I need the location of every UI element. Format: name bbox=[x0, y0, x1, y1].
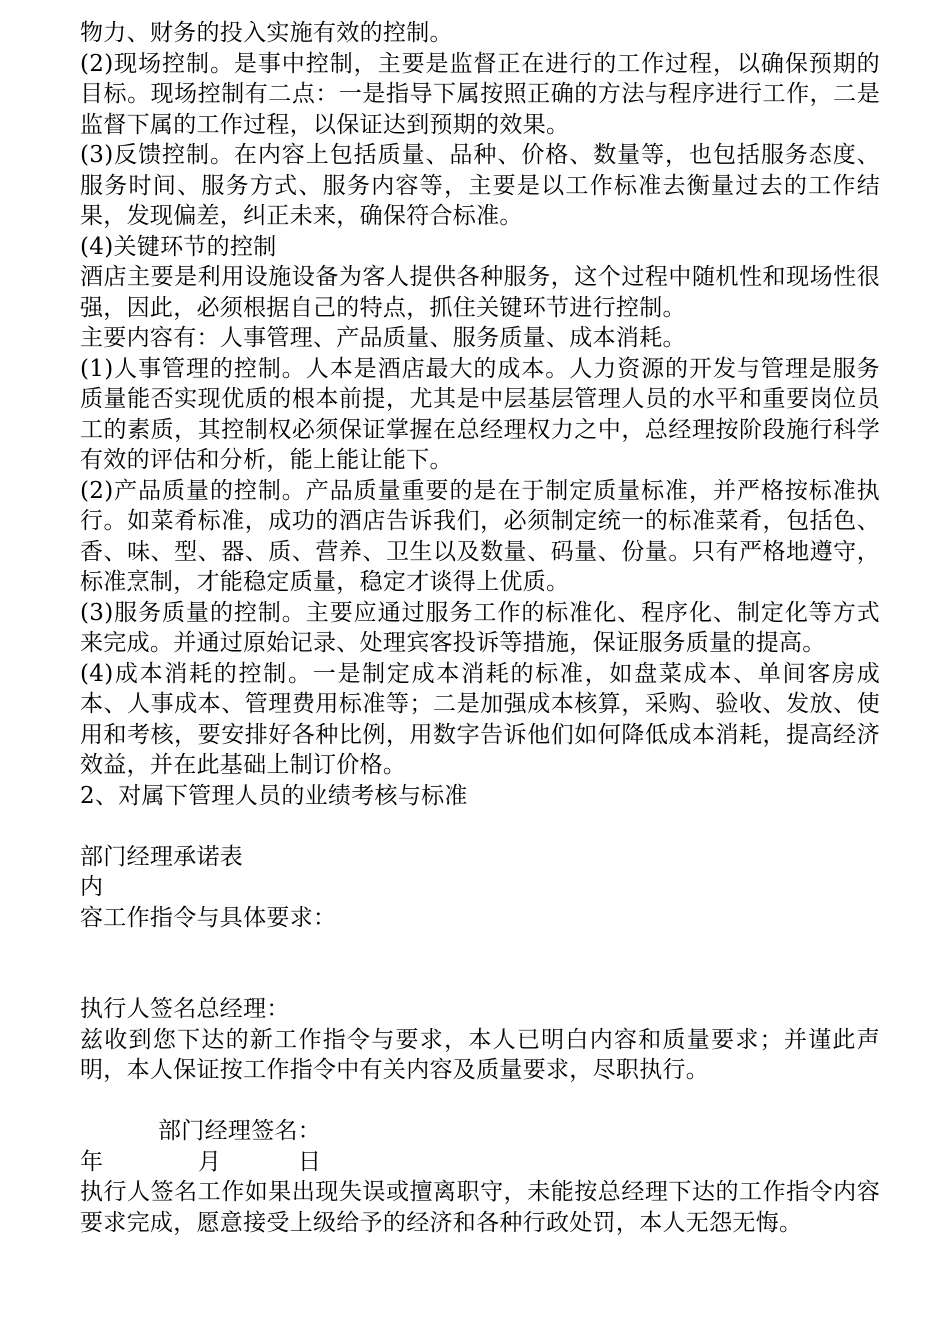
form-title: 部门经理承诺表 bbox=[80, 843, 244, 870]
paragraph: (2)现场控制。是事中控制，主要是监督正在进行的工作过程，以确保预期的目标。现场控制有二点：一是指导下属按照正确的方法与程序进行工作，二是监督下属的工作过程，以保证达到预期的效果。 bbox=[80, 50, 880, 138]
document-page bbox=[80, 18, 880, 1238]
form-label: 内 bbox=[80, 874, 104, 900]
paragraph: 主要内容有：人事管理、产品质量、服务质量、成本消耗。 bbox=[80, 325, 686, 351]
paragraph: 物力、财务的投入实施有效的控制。 bbox=[80, 20, 453, 46]
date-day: 日 bbox=[298, 1148, 322, 1175]
paragraph: (2)产品质量的控制。产品质量重要的是在于制定质量标准，并严格按标准执行。如菜肴标准，成功的酒店告诉我们，必须制定统一的标准菜肴，包括色、香、味、型、器、质、营养、卫生以及数量、码量、份量。只有严格地遵守，标准烹制，才能稳定质量，稳定才谈得上优质。 bbox=[80, 477, 880, 595]
blank-line bbox=[80, 933, 880, 994]
paragraph: 执行人签名工作如果出现失误或擅离职守，未能按总经理下达的工作指令内容要求完成，愿意接受上级给予的经济和各种行政处罚，本人无怨无悔。 bbox=[80, 1179, 880, 1236]
signature-label: 部门经理签名： bbox=[158, 1118, 322, 1144]
date-line bbox=[80, 1147, 880, 1178]
form-label: 容工作指令与具体要求： bbox=[80, 904, 337, 931]
blank-line bbox=[80, 811, 880, 842]
paragraph: 兹收到您下达的新工作指令与要求，本人已明白内容和质量要求；并谨此声明，本人保证按工作指令中有关内容及质量要求，尽职执行。 bbox=[80, 1026, 880, 1083]
paragraph: 酒店主要是利用设施设备为客人提供各种服务，这个过程中随机性和现场性很强，因此，必须根据自己的特点，抓住关键环节进行控制。 bbox=[80, 264, 880, 321]
date-month: 月 bbox=[198, 1148, 222, 1175]
signature-label: 执行人签名总经理： bbox=[80, 996, 290, 1022]
section-heading: 2、对属下管理人员的业绩考核与标准 bbox=[80, 782, 468, 809]
paragraph: (4)成本消耗的控制。一是制定成本消耗的标准，如盘菜成本、单间客房成本、人事成本、管理费用标准等；二是加强成本核算，采购、验收、发放、使用和考核，要安排好各种比例，用数字告诉他们如何降低成本消耗，提高经济效益，并在此基础上制订价格。 bbox=[80, 660, 880, 778]
paragraph: (3)服务质量的控制。主要应通过服务工作的标准化、程序化、制定化等方式来完成。并通过原始记录、处理宾客投诉等措施，保证服务质量的提高。 bbox=[80, 599, 880, 656]
blank-line bbox=[80, 1086, 880, 1117]
paragraph: (1)人事管理的控制。人本是酒店最大的成本。人力资源的开发与管理是服务质量能否实现优质的根本前提，尤其是中层基层管理人员的水平和重要岗位员工的素质，其控制权必须保证掌握在总经理权力之中，总经理按阶段施行科学有效的评估和分析，能上能让能下。 bbox=[80, 355, 880, 473]
date-year: 年 bbox=[80, 1148, 104, 1175]
section-heading: (4)关键环节的控制 bbox=[80, 233, 277, 260]
paragraph: (3)反馈控制。在内容上包括质量、品种、价格、数量等，也包括服务态度、服务时间、服务方式、服务内容等，主要是以工作标准去衡量过去的工作结果，发现偏差，纠正未来，确保符合标准。 bbox=[80, 142, 880, 229]
